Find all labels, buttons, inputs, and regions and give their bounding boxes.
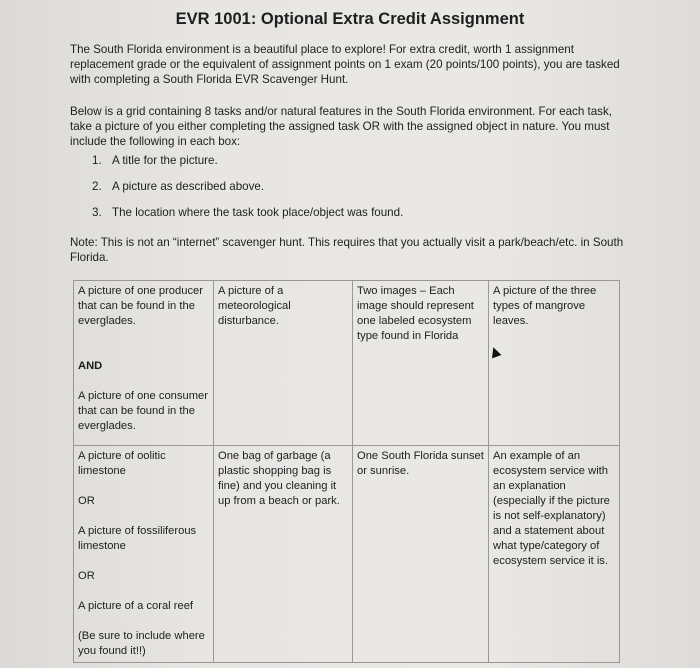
cell-text: A picture of oolitic limestone	[78, 450, 166, 477]
grid-cell	[74, 281, 214, 446]
table-row	[74, 281, 620, 446]
page-title: EVR 1001: Optional Extra Credit Assignment	[175, 10, 525, 28]
requirements-list	[92, 154, 403, 232]
cell-text: AND	[78, 360, 103, 372]
grid-cell	[214, 281, 353, 446]
cell-text: One South Florida sunset or sunrise.	[357, 450, 484, 477]
list-text: The location where the task took place/object was found.	[112, 206, 404, 219]
cell-text: OR	[78, 495, 95, 507]
grid-cell	[353, 446, 489, 663]
instructions-paragraph: Below is a grid containing 8 tasks and/or natural features in the South Florida environment. For each task, take a picture of you either completing the assigned task OR with the assigned object in nature. You must include the following in each box:	[70, 105, 612, 148]
list-item	[92, 154, 403, 180]
cell-text: A picture of a meteorological disturbance.	[218, 285, 291, 327]
cell-text: A picture of one producer that can be found in the everglades.	[78, 285, 204, 327]
cell-text: (Be sure to include where you found it!!)	[78, 630, 205, 657]
task-grid	[73, 280, 620, 663]
list-item	[92, 206, 403, 232]
grid-cell	[353, 281, 489, 446]
list-number: 3.	[92, 206, 102, 219]
grid-cell	[74, 446, 214, 663]
grid-cell	[489, 281, 620, 446]
grid-cell	[214, 446, 353, 663]
cell-text: Two images – Each image should represent one labeled ecosystem type found in Florida	[357, 285, 474, 342]
grid-cell	[489, 446, 620, 663]
cell-text: A picture of one consumer that can be found in the everglades.	[78, 390, 208, 432]
note-paragraph: Note: This is not an “internet” scavenger hunt. This requires that you actually visit a park/beach/etc. in South Florida.	[70, 236, 624, 264]
list-item	[92, 180, 403, 206]
cell-text: A picture of a coral reef	[78, 600, 194, 612]
list-text: A title for the picture.	[112, 154, 218, 167]
cell-text: One bag of garbage (a plastic shopping bag is fine) and you cleaning it up from a beach or park.	[218, 450, 340, 507]
cell-text: A picture of the three types of mangrove leaves.	[493, 285, 597, 327]
cell-text: An example of an ecosystem service with an explanation (especially if the picture is not self-explanatory) and a statement about what type/category of ecosystem service it is.	[493, 450, 610, 567]
cell-text: OR	[78, 570, 95, 582]
table-row	[74, 446, 620, 663]
list-text: A picture as described above.	[112, 180, 265, 193]
list-number: 1.	[92, 154, 102, 167]
intro-paragraph: The South Florida environment is a beautiful place to explore! For extra credit, worth 1 assignment replacement grade or the equivalent of assignment points on 1 exam (20 points/100 points), you are tasked with completing a South Florida EVR Scavenger Hunt.	[70, 43, 620, 86]
cell-text: A picture of fossiliferous limestone	[78, 525, 197, 552]
list-number: 2.	[92, 180, 102, 193]
